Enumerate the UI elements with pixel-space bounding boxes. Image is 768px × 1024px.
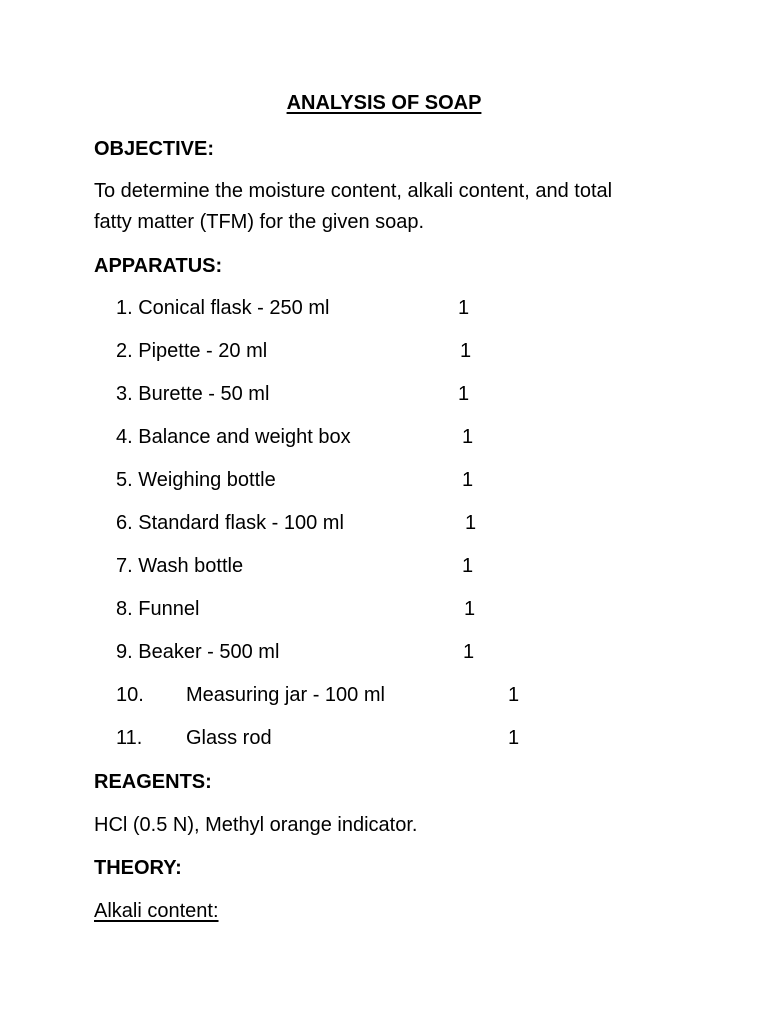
apparatus-item-label: 9. Beaker - 500 ml: [116, 641, 280, 663]
apparatus-item-label: 7. Wash bottle: [116, 555, 244, 577]
apparatus-item-quantity: 1: [508, 684, 520, 706]
apparatus-item-quantity: 1: [462, 555, 474, 577]
alkali-content-subheading: Alkali content:: [94, 900, 219, 922]
apparatus-item-label: Measuring jar - 100 ml: [186, 684, 385, 706]
apparatus-item-quantity: 1: [464, 598, 476, 620]
theory-heading: THEORY:: [94, 857, 182, 879]
reagents-text: HCl (0.5 N), Methyl orange indicator.: [94, 814, 418, 836]
objective-heading: OBJECTIVE:: [94, 138, 215, 160]
apparatus-item-quantity: 1: [462, 469, 474, 491]
objective-text-line-2: fatty matter (TFM) for the given soap.: [94, 211, 425, 233]
apparatus-item-quantity: 1: [508, 727, 520, 749]
apparatus-item-label: 8. Funnel: [116, 598, 200, 620]
apparatus-item-label: 5. Weighing bottle: [116, 469, 276, 491]
apparatus-item-number: 11.: [116, 727, 143, 749]
page-title: ANALYSIS OF SOAP: [286, 92, 482, 114]
apparatus-item-quantity: 1: [462, 426, 474, 448]
apparatus-item-label: 4. Balance and weight box: [116, 426, 351, 448]
apparatus-item-label: Glass rod: [186, 727, 272, 749]
apparatus-item-number: 10.: [116, 684, 144, 706]
apparatus-item-quantity: 1: [458, 297, 470, 319]
apparatus-item-quantity: 1: [463, 641, 475, 663]
apparatus-item-label: 3. Burette - 50 ml: [116, 383, 270, 405]
apparatus-item-label: 1. Conical flask - 250 ml: [116, 297, 330, 319]
objective-text-line-1: To determine the moisture content, alkali content, and total: [94, 180, 613, 202]
apparatus-item-quantity: 1: [465, 512, 477, 534]
reagents-heading: REAGENTS:: [94, 771, 212, 793]
apparatus-item-label: 2. Pipette - 20 ml: [116, 340, 268, 362]
apparatus-item-label: 6. Standard flask - 100 ml: [116, 512, 344, 534]
apparatus-item-quantity: 1: [460, 340, 472, 362]
apparatus-item-quantity: 1: [458, 383, 470, 405]
apparatus-heading: APPARATUS:: [94, 255, 223, 277]
